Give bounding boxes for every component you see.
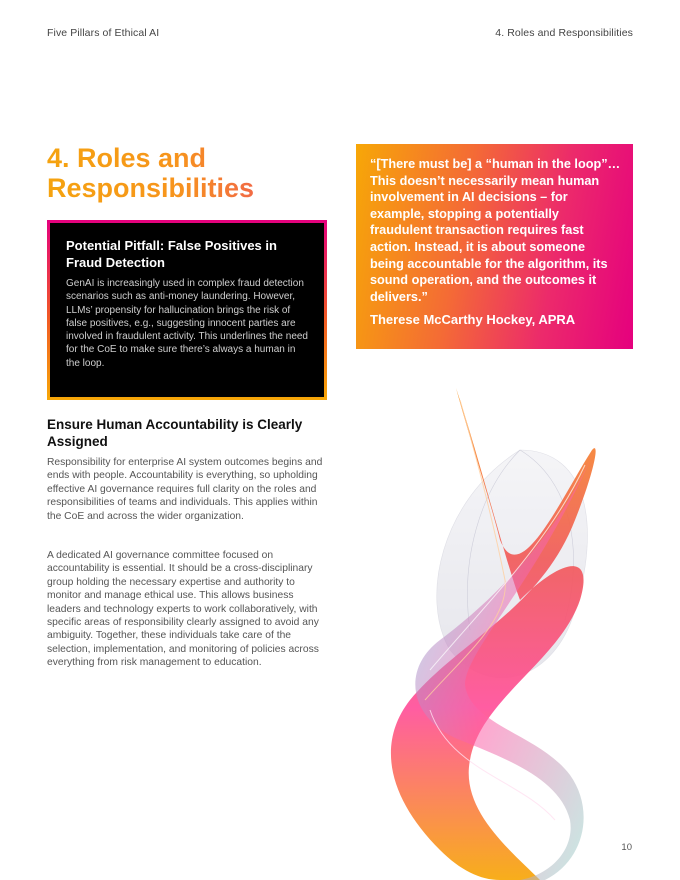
running-header-right: 4. Roles and Responsibilities: [495, 27, 633, 39]
body-paragraph: A dedicated AI governance committee focused on accountability is essential. It should be a cross-disciplinary group holding the necessary expertise and authority to monitor and manage ethical use. This allows business leaders and technology experts to work collaboratively, with specific areas of responsibility clearly assigned to avoid any ambiguity. Together, these individuals take care of the selection, implementation, and monitoring of policies across everything from risk management to education.: [47, 550, 319, 669]
quote-text: “[There must be] a “human in the loop”…This doesn’t necessarily mean human involvement in AI decisions – for example, stopping a potentially fraudulent transaction requires fast action. Instead, it is about someone being accountable for the algorithm, its sound operation, and the outcomes it delivers.”: [370, 157, 621, 304]
quote-author: Therese McCarthy Hockey, APRA: [370, 312, 576, 328]
running-header-left: Five Pillars of Ethical AI: [47, 27, 160, 39]
pitfall-callout: [47, 220, 327, 400]
quote-box: [356, 144, 633, 349]
section-title: 4. Roles and Responsibilities: [47, 143, 337, 203]
pitfall-callout-inner: [50, 223, 324, 397]
abstract-ribbon-illustration: [370, 380, 640, 880]
pitfall-title: Potential Pitfall: False Positives in Fraud Detection: [66, 238, 277, 270]
subsection-heading: Ensure Human Accountability is Clearly Assigned: [47, 417, 303, 449]
body-paragraph: Responsibility for enterprise AI system outcomes begins and ends with people. Accountability is everything, so upholding effective AI governance requires full clarity on the roles and responsibilities of teams and individuals. This applies within the CoE and across the wider organization.: [47, 457, 323, 522]
page-number: 10: [621, 842, 632, 853]
pitfall-body: GenAI is increasingly used in complex fraud detection scenarios such as anti-money laundering. However, LLMs’ propensity for hallucination brings the risk of false positives, e.g., suggesting innocent parties are involved in fraudulent activity. This underlines the need for the CoE to make sure there’s always a human in the loop.: [66, 278, 308, 369]
